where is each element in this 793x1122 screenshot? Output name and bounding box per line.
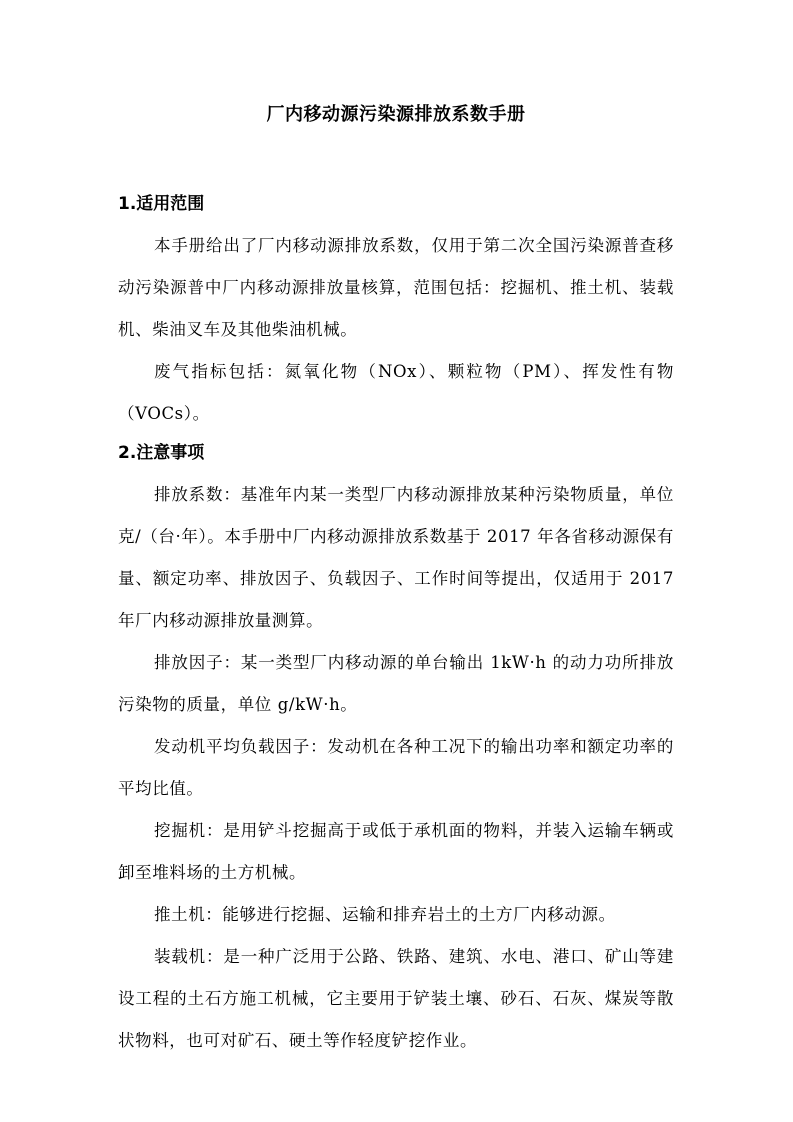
paragraph-emission-factor: 排放因子：某一类型厂内移动源的单台输出 1kW·h 的动力功所排放污染物的质量，单位 g/kW·h。: [118, 653, 674, 714]
section-notes: [118, 435, 674, 1062]
section-heading-notes: 2.注意事项: [118, 443, 205, 463]
paragraph-scope-indicators: 废气指标包括：氮氧化物（NOx）、颗粒物（PM）、挥发性有物（VOCs）。: [118, 362, 674, 423]
paragraph-loader: 装载机：是一种广泛用于公路、铁路、建筑、水电、港口、矿山等建设工程的土石方施工机械，它主要用于铲装土壤、砂石、石灰、煤炭等散状物料，也可对矿石、硬土等作轻度铲挖作业。: [118, 947, 674, 1050]
paragraph-scope-coverage: 本手册给出了厂内移动源排放系数，仅用于第二次全国污染源普查移动污染源普中厂内移动源排放量核算，范围包括：挖掘机、推土机、装载机、柴油叉车及其他柴油机械。: [118, 236, 674, 339]
paragraph-load-factor: 发动机平均负载因子：发动机在各种工况下的输出功率和额定功率的平均比值。: [118, 737, 674, 798]
paragraph-excavator: 挖掘机：是用铲斗挖掘高于或低于承机面的物料，并装入运输车辆或卸至堆料场的土方机械。: [118, 821, 674, 882]
document-page: [118, 102, 674, 1062]
section-heading-scope: 1.适用范围: [118, 194, 205, 214]
document-title: 厂内移动源污染源排放系数手册: [266, 104, 526, 125]
section-scope: [118, 186, 674, 435]
paragraph-emission-coefficient: 排放系数：基准年内某一类型厂内移动源排放某种污染物质量，单位克/（台·年）。本手册中厂内移动源排放系数基于 2017 年各省移动源保有量、额定功率、排放因子、负载因子、工作时间等提出，仅适用于 2017 年厂内移动源排放量测算。: [118, 485, 674, 630]
paragraph-bulldozer: 推土机：能够进行挖掘、运输和排弃岩土的土方厂内移动源。: [154, 905, 616, 924]
